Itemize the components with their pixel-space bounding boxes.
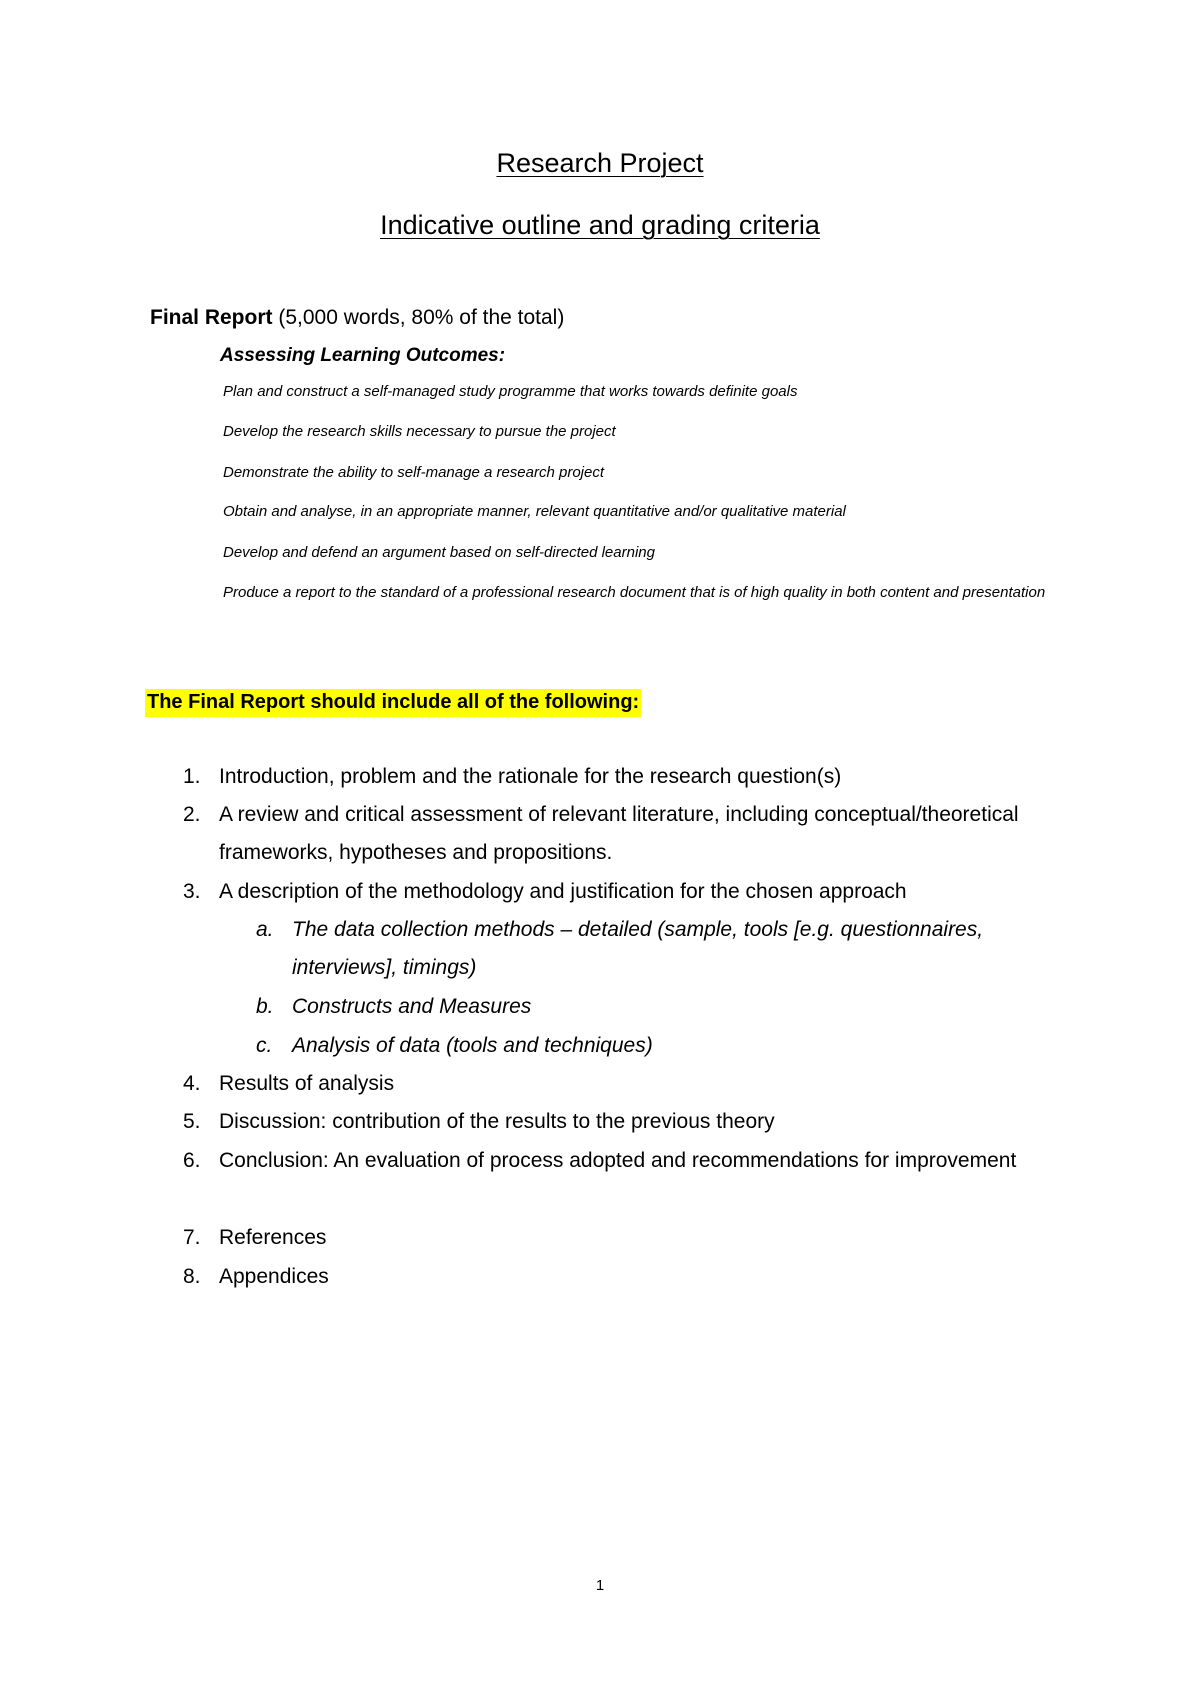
list-item-text: A description of the methodology and justification for the chosen approach [219, 880, 907, 903]
include-heading: The Final Report should include all of the following: [145, 689, 641, 717]
final-report-line [150, 306, 564, 330]
final-report-label: Final Report [150, 306, 273, 329]
list-item-number: 8. [183, 1265, 201, 1288]
list-item-number: 1. [183, 765, 201, 788]
final-report-detail: (5,000 words, 80% of the total) [272, 306, 565, 329]
outcome-item: Produce a report to the standard of a professional research document that is of high quality in both content and presentation [223, 584, 1046, 601]
outcome-item: Develop and defend an argument based on self-directed learning [223, 544, 655, 561]
list-item-number: 2. [183, 803, 201, 826]
list-item-letter: a. [256, 918, 274, 941]
list-item-text: Conclusion: An evaluation of process adopted and recommendations for improvement [219, 1149, 1017, 1172]
document-subtitle: Indicative outline and grading criteria [380, 210, 820, 240]
list-item-letter: c. [256, 1034, 273, 1057]
list-item-number: 7. [183, 1226, 201, 1249]
list-item-text: Results of analysis [219, 1072, 395, 1095]
list-item-text: Appendices [219, 1265, 329, 1288]
list-item-text: The data collection methods – detailed (sample, tools [e.g. questionnaires, interviews], timings) [292, 918, 984, 979]
list-item-number: 6. [183, 1149, 201, 1172]
list-item-text: Analysis of data (tools and techniques) [292, 1034, 653, 1057]
document-title: Research Project [496, 148, 704, 178]
outcome-item: Develop the research skills necessary to pursue the project [223, 423, 616, 440]
list-item-text: Constructs and Measures [292, 995, 532, 1018]
outcome-item: Plan and construct a self-managed study programme that works towards definite goals [223, 383, 798, 400]
list-item-number: 4. [183, 1072, 201, 1095]
outcomes-heading: Assessing Learning Outcomes: [220, 345, 506, 366]
outcome-item: Demonstrate the ability to self-manage a research project [223, 464, 605, 481]
list-item-text: Discussion: contribution of the results to the previous theory [219, 1110, 775, 1133]
list-item-number: 5. [183, 1110, 201, 1133]
list-item-text: Introduction, problem and the rationale for the research question(s) [219, 765, 842, 788]
list-item-text: A review and critical assessment of relevant literature, including conceptual/theoretical frameworks, hypotheses and propositions. [219, 803, 1019, 864]
list-item-number: 3. [183, 880, 201, 903]
page-number: 1 [595, 1577, 605, 1594]
list-item-text: References [219, 1226, 327, 1249]
outcome-item: Obtain and analyse, in an appropriate manner, relevant quantitative and/or qualitative material [223, 503, 846, 520]
list-item-letter: b. [256, 995, 274, 1018]
